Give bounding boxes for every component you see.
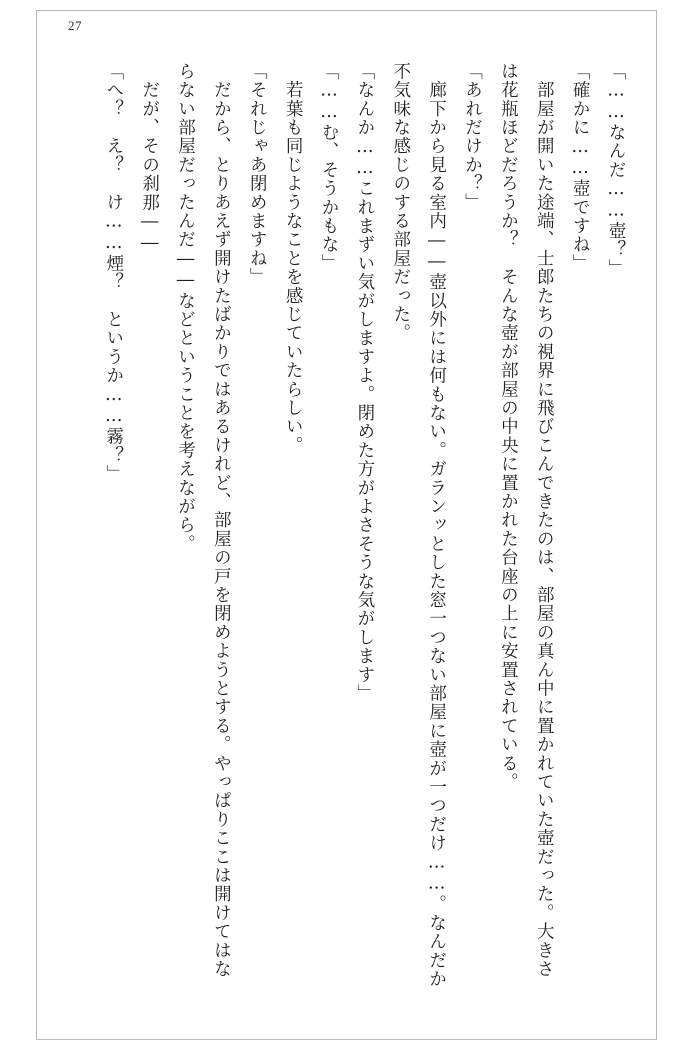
paragraph: 「あれだけか？」 [462, 62, 483, 212]
paragraph: 部屋が開いた途端、士郎たちの視界に飛びこんできたのは、部屋の真ん中に置かれていた壺だった。大きさは花瓶ほどだろうか？ そんな壺が部屋の中央に置かれた台座の上に安置されている。 [498, 62, 555, 979]
paragraph: 「へ？ え？ け……煙？ というか……霧？」 [103, 62, 124, 484]
paragraph: だが、その刹那―― [139, 62, 160, 254]
vertical-text-body [73, 62, 633, 992]
page-number: 27 [68, 18, 82, 33]
paragraph: 廊下から見る室内――壺以外には何もない。ガランッとした窓一つない部屋に壺が一つだけ……。なんだか不気味な感じのする部屋だった。 [390, 62, 447, 989]
paragraph: 「……なんだ……壺？」 [606, 62, 626, 278]
paragraph: 「それじゃあ閉めますね」 [247, 62, 268, 287]
paragraph: 若葉も同じようなことを感じていたらしい。 [283, 62, 304, 455]
paragraph: だから、とりあえず開けたばかりではあるけれど、部屋の戸を閉めようとする。やっぱりここは開けてはならない部屋だったんだ――などということを考えながら。 [175, 62, 232, 979]
paragraph: 「なんか……これまずい気がしますよ。閉めた方がよさそうな気がします」 [354, 62, 375, 703]
paragraph: 「確かに……壺ですね」 [570, 62, 591, 273]
paragraph: 「……む、そうかもな」 [319, 62, 339, 273]
